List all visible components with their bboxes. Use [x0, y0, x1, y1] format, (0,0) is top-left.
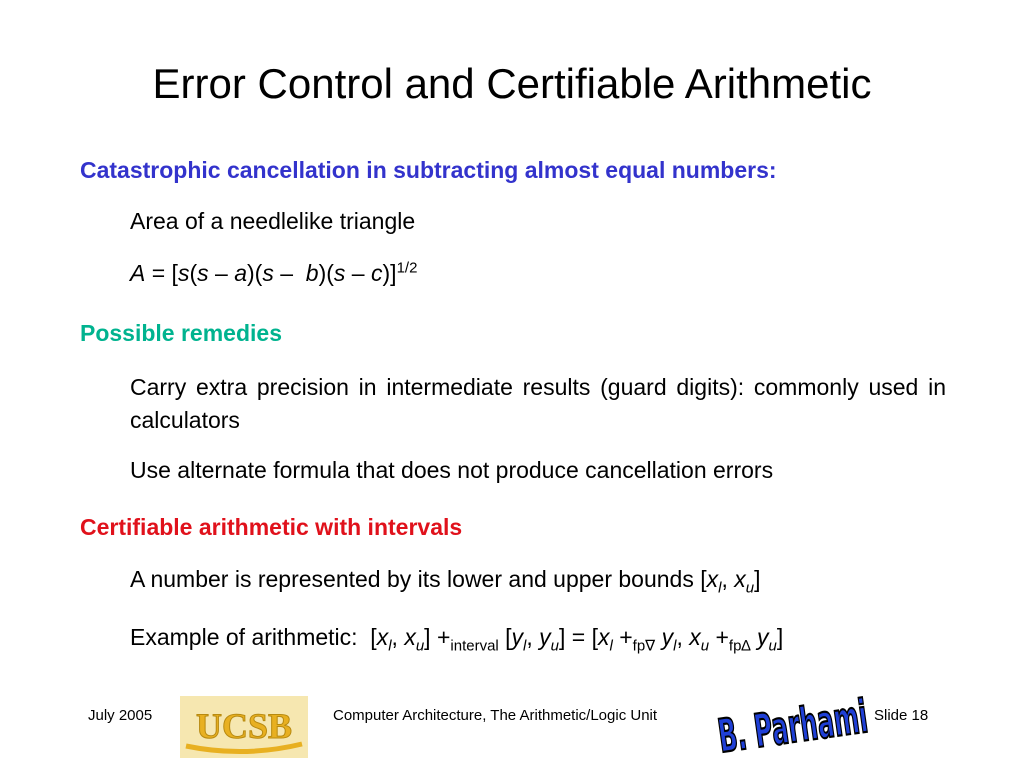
heron-formula: A = [s(s – a)(s – b)(s – c)]$^{1/2}$	[130, 259, 418, 286]
formula-a: a	[234, 260, 247, 286]
formula-s: s	[262, 260, 274, 286]
formula-s: s	[177, 260, 190, 286]
sub-lower: l	[388, 637, 392, 655]
heading-catastrophic-cancellation: Catastrophic cancellation in subtracting almost equal numbers:	[80, 157, 777, 183]
var-x: x	[598, 624, 610, 650]
author-logo	[714, 688, 871, 764]
sub-upper: u	[415, 637, 425, 655]
item-extra-precision: Carry extra precision in intermediate results (guard digits): commonly used in calculators	[130, 374, 946, 433]
sub-lower: l	[673, 637, 677, 655]
formula-exponent: 1/2	[396, 259, 418, 277]
interval-example-text: Example of arithmetic:	[130, 624, 358, 650]
var-x: x	[689, 624, 701, 650]
var-y: y	[756, 624, 769, 650]
op-round-up: fp∆	[728, 637, 751, 655]
heading-certifiable-arithmetic: Certifiable arithmetic with intervals	[80, 514, 463, 540]
op-interval: interval	[450, 637, 499, 655]
interval-representation-text: A number is represented by its lower and upper bounds	[130, 566, 694, 592]
formula-c: c	[371, 260, 383, 286]
sub-lower: l	[609, 637, 613, 655]
var-x: x	[734, 566, 746, 592]
var-y: y	[539, 624, 551, 650]
author-logo-text: B. Parhami	[714, 689, 871, 764]
var-x: x	[404, 624, 416, 650]
item-interval-example: Example of arithmetic: [$x_l$, $x_u] +_{interval}$ [$y_l$, $y_u] = [x_l +_{fp\nabla}$ $y_l$, $x_u +_{fp\Delta}$ $y_u$]	[130, 624, 784, 655]
formula-s: s	[333, 260, 346, 286]
var-x: x	[706, 566, 719, 592]
footer-slide-number: Slide 18	[874, 707, 929, 724]
formula-b: b	[305, 260, 319, 286]
ucsb-logo	[180, 696, 308, 758]
sub-upper: u	[550, 637, 559, 655]
heading-possible-remedies: Possible remedies	[80, 320, 282, 346]
slide-title: Error Control and Certifiable Arithmetic	[152, 60, 872, 107]
footer-date: July 2005	[88, 707, 153, 724]
sub-upper: u	[745, 579, 755, 597]
sub-upper: u	[768, 637, 777, 655]
formula-s: s	[197, 260, 209, 286]
item-interval-representation: A number is represented by its lower and upper bounds [$x_l$, $x_u$]	[130, 566, 761, 597]
var-x: x	[376, 624, 389, 650]
sub-upper: u	[700, 637, 710, 655]
footer-course: Computer Architecture, The Arithmetic/Logic Unit	[333, 707, 658, 724]
op-round-down: fp∇	[632, 637, 656, 655]
var-y: y	[511, 624, 524, 650]
sub-lower: l	[718, 579, 722, 597]
item-needlelike-triangle: Area of a needlelike triangle	[130, 208, 416, 234]
sub-lower: l	[523, 637, 527, 655]
item-alternate-formula: Use alternate formula that does not produce cancellation errors	[130, 457, 774, 483]
formula-area: A	[130, 260, 146, 286]
ucsb-logo-text: UCSB	[195, 706, 293, 746]
var-y: y	[661, 624, 674, 650]
